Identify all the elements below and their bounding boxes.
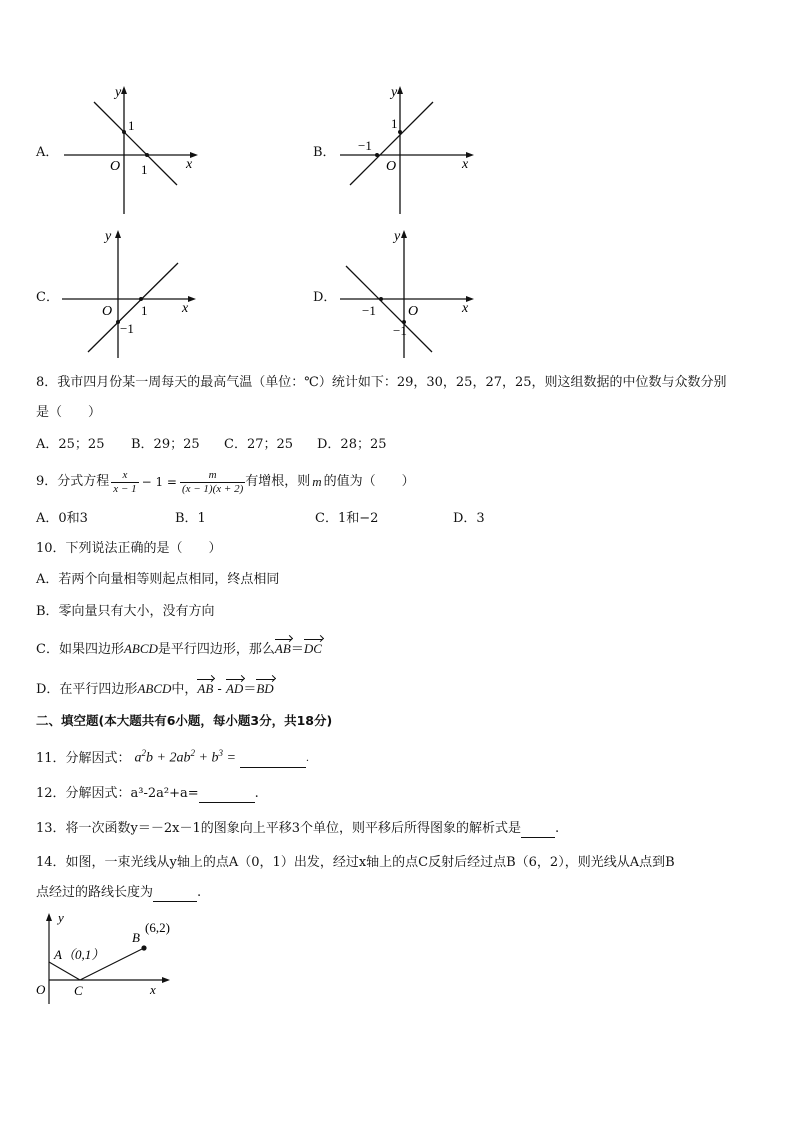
svg-text:x: x xyxy=(462,157,469,172)
vector-bd: BD xyxy=(256,681,274,696)
q8-option-b[interactable]: B．29；25 xyxy=(131,437,200,452)
vector-ab: AB xyxy=(197,681,214,696)
q7-option-c-label[interactable]: C． xyxy=(36,290,59,305)
q11-answer-blank[interactable] xyxy=(240,753,306,768)
q7-option-d-label[interactable]: D． xyxy=(313,290,337,305)
q7-graph-c xyxy=(60,226,200,361)
q7-option-a-label[interactable]: A． xyxy=(36,145,59,160)
svg-text:(6,2): (6,2) xyxy=(145,920,170,935)
section-heading-fill-in: 二、填空题(本大题共有6小题，每小题3分，共18分) xyxy=(36,713,333,728)
q9-option-a[interactable]: A．0和3 xyxy=(36,511,88,526)
svg-text:C: C xyxy=(74,983,83,998)
svg-text:y: y xyxy=(58,910,64,925)
svg-text:x: x xyxy=(182,301,189,316)
q7-graph-b xyxy=(338,82,478,217)
q7-a-x-label: 1 xyxy=(141,162,148,177)
svg-text:−1: −1 xyxy=(358,138,372,153)
svg-text:O: O xyxy=(110,159,121,174)
svg-text:y: y xyxy=(394,229,401,244)
svg-text:O: O xyxy=(102,304,113,319)
svg-text:A（0,1）: A（0,1） xyxy=(54,947,105,962)
vector-ab: AB xyxy=(274,641,291,656)
svg-text:x: x xyxy=(186,157,193,172)
q9-option-d[interactable]: D．3 xyxy=(453,511,485,526)
q10-option-c[interactable]: C．如果四边形ABCD是平行四边形，那么AB＝DC xyxy=(36,641,322,657)
q8-option-d[interactable]: D．28；25 xyxy=(317,437,387,452)
svg-text:y: y xyxy=(115,85,122,100)
q14-stem-line1: 14．如图，一束光线从y轴上的点A（0，1）出发，经过x轴上的点C反射后经过点B（6，2），则光线从A点到B xyxy=(36,855,675,870)
q9-option-c[interactable]: C．1和−2 xyxy=(315,511,379,526)
q13-stem: 13．将一次函数y＝－2x－1的图象向上平移3个单位，则平移后所得图象的解析式是 . xyxy=(36,821,560,836)
q7-graph-d xyxy=(338,226,478,361)
q10-option-b[interactable]: B．零向量只有大小，没有方向 xyxy=(36,604,215,619)
svg-text:1: 1 xyxy=(141,303,148,318)
q7-graph-a xyxy=(62,82,202,217)
q7-a-y-label: 1 xyxy=(128,118,135,133)
svg-text:x: x xyxy=(462,301,469,316)
q12-stem: 12．分解因式：a³-2a²+a= . xyxy=(36,786,259,801)
q10-stem: 10．下列说法正确的是（ ） xyxy=(36,541,222,556)
vector-ad: AD xyxy=(225,681,244,696)
q13-answer-blank[interactable] xyxy=(521,823,555,838)
vector-dc: DC xyxy=(303,641,322,656)
svg-text:−1: −1 xyxy=(120,321,134,336)
q14-stem-line2: 点经过的路线长度为 . xyxy=(36,885,202,900)
q8-stem-line2: 是（ ） xyxy=(36,405,102,420)
svg-text:1: 1 xyxy=(391,116,398,131)
q10-option-d[interactable]: D．在平行四边形ABCD中，AB - AD＝BD xyxy=(36,681,274,697)
q10-option-a[interactable]: A．若两个向量相等则起点相同，终点相同 xyxy=(36,572,280,587)
q9-stem: 9．分式方程 $\frac{x}{x - 1}$ − 1 = $\frac{m}{(x - 1)(x + 2)}$ 有增根，则 m 的值为（ ） xyxy=(36,468,415,495)
q8-option-c[interactable]: C．27；25 xyxy=(224,437,294,452)
svg-text:−1: −1 xyxy=(393,323,407,338)
q11-stem: 11．分解因式： $a^2b + 2ab^2 + b^3$ = . xyxy=(36,748,310,766)
svg-text:O: O xyxy=(36,982,46,997)
q7-option-b-label[interactable]: B． xyxy=(313,145,336,160)
q9-option-b[interactable]: B．1 xyxy=(175,511,206,526)
q14-answer-blank[interactable] xyxy=(153,887,197,902)
q8-stem-line1: 8．我市四月份某一周每天的最高气温（单位：℃）统计如下：29，30，25，27，25，则这组数据的中位数与众数分别 xyxy=(36,375,727,390)
svg-text:y: y xyxy=(391,85,398,100)
svg-text:y: y xyxy=(105,229,112,244)
svg-text:−1: −1 xyxy=(362,303,376,318)
svg-text:O: O xyxy=(408,304,419,319)
q8-option-a[interactable]: A．25；25 xyxy=(36,437,105,452)
q12-answer-blank[interactable] xyxy=(199,788,255,803)
svg-text:x: x xyxy=(150,982,156,997)
svg-text:B: B xyxy=(132,930,140,945)
q14-figure xyxy=(32,908,182,1008)
svg-text:O: O xyxy=(386,159,397,174)
